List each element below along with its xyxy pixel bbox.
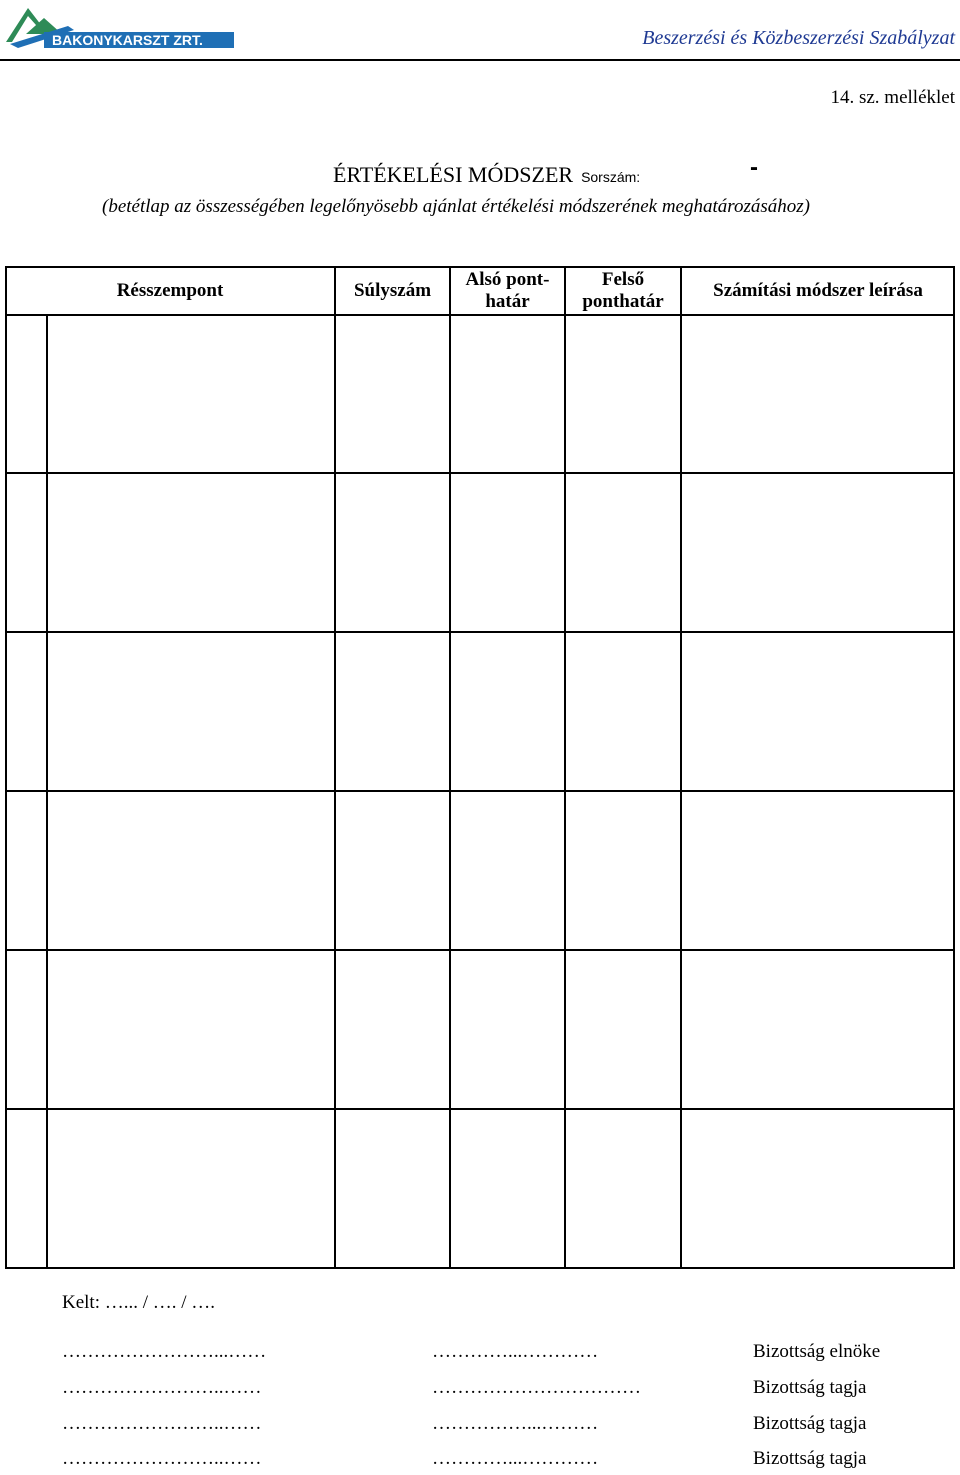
row-separator [5,949,955,951]
company-logo [4,4,236,50]
table-border-right [953,266,955,1269]
signature-role: Bizottság tagja [753,1377,867,1398]
header-felso-ponthatar [565,266,681,315]
logo-text: BAKONYKARSZT ZRT. [52,32,203,48]
signature-dots: …………...………… [432,1341,599,1362]
form-title-main: ÉRTÉKELÉSI MÓDSZER [333,162,574,187]
form-subtitle: (betétlap az összességében legelőnyösebb ajánlat értékelési módszerének meghatározásához) [102,196,810,217]
header-resszempont: Résszempont [116,279,224,301]
table-border-top [5,266,955,268]
header-szamitasi-modszer: Számítási módszer leírása [713,279,923,301]
column-divider [680,266,682,1269]
signature-dots: ……………………..…… [62,1448,262,1469]
signature-row [0,1341,960,1367]
signature-dots: …………...………… [432,1448,599,1469]
row-number-column-divider [46,314,48,1269]
evaluation-table [5,266,955,1269]
header-felso-line2: ponthatár [582,290,664,312]
row-separator [5,790,955,792]
table-border-bottom [5,1267,955,1269]
signature-row [0,1448,960,1474]
annex-number: 14. sz. melléklet [830,87,955,108]
form-title [333,162,640,188]
header-also-line1: Alsó pont- [465,268,550,290]
row-separator [5,631,955,633]
header-sulyszam: Súlyszám [353,279,432,301]
table-border-left [5,266,7,1269]
signature-role: Bizottság tagja [753,1413,867,1434]
signature-row [0,1377,960,1403]
signature-dots: ……………………...…… [62,1341,267,1362]
header-rule [0,59,960,61]
signature-dots: ……………………..…… [62,1377,262,1398]
signature-role: Bizottság tagja [753,1448,867,1469]
row-separator [5,1108,955,1110]
column-divider [564,266,566,1269]
date-line: Kelt: …... / …. / …. [62,1292,216,1313]
sorszam-label: Sorszám: [581,169,641,185]
row-separator [5,472,955,474]
document-title: Beszerzési és Közbeszerzési Szabályzat [642,27,955,49]
signature-role: Bizottság elnöke [753,1341,881,1362]
signature-row [0,1413,960,1439]
header-felso-line1: Felső [601,268,645,290]
header-also-ponthatar [450,266,565,315]
signature-dots: ……………...……… [432,1413,599,1434]
header-separator [5,314,955,316]
signature-dots: …………………………… [432,1377,641,1398]
signature-dots: ……………………..…… [62,1413,262,1434]
header-also-line2: határ [485,290,530,312]
column-divider [449,266,451,1269]
sorszam-value: - [750,154,758,181]
column-divider [334,266,336,1269]
